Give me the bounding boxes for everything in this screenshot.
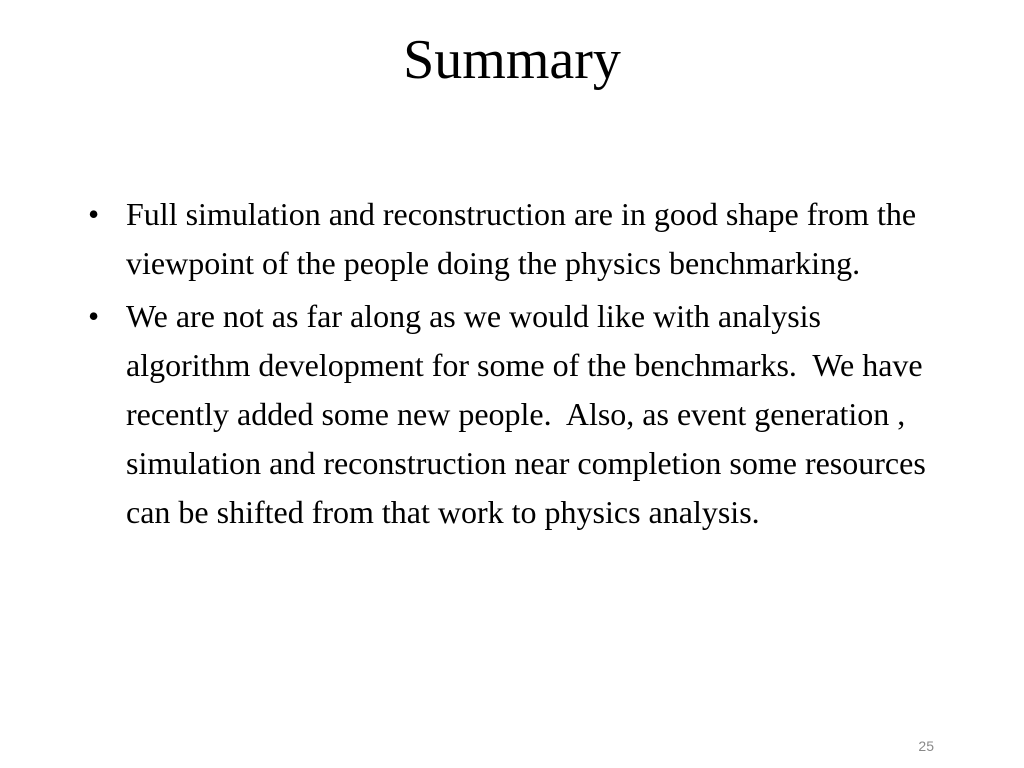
bullet-item bbox=[84, 190, 944, 288]
bullet-item bbox=[84, 292, 944, 537]
bullet-icon: • bbox=[88, 298, 100, 334]
slide-number: 25 bbox=[918, 738, 934, 754]
slide-title: Summary bbox=[403, 29, 621, 91]
bullet-list bbox=[84, 190, 944, 541]
bullet-icon: • bbox=[88, 196, 100, 232]
bullet-text: We are not as far along as we would like with analysis algorithm development for some of the benchmarks. We have recently added some new people. Also, as event generation , simulation and reconstruction near completion some resources can be shifted from that work to physics analysis. bbox=[126, 298, 934, 530]
bullet-text: Full simulation and reconstruction are in good shape from the viewpoint of the people doing the physics benchmarking. bbox=[126, 196, 925, 281]
